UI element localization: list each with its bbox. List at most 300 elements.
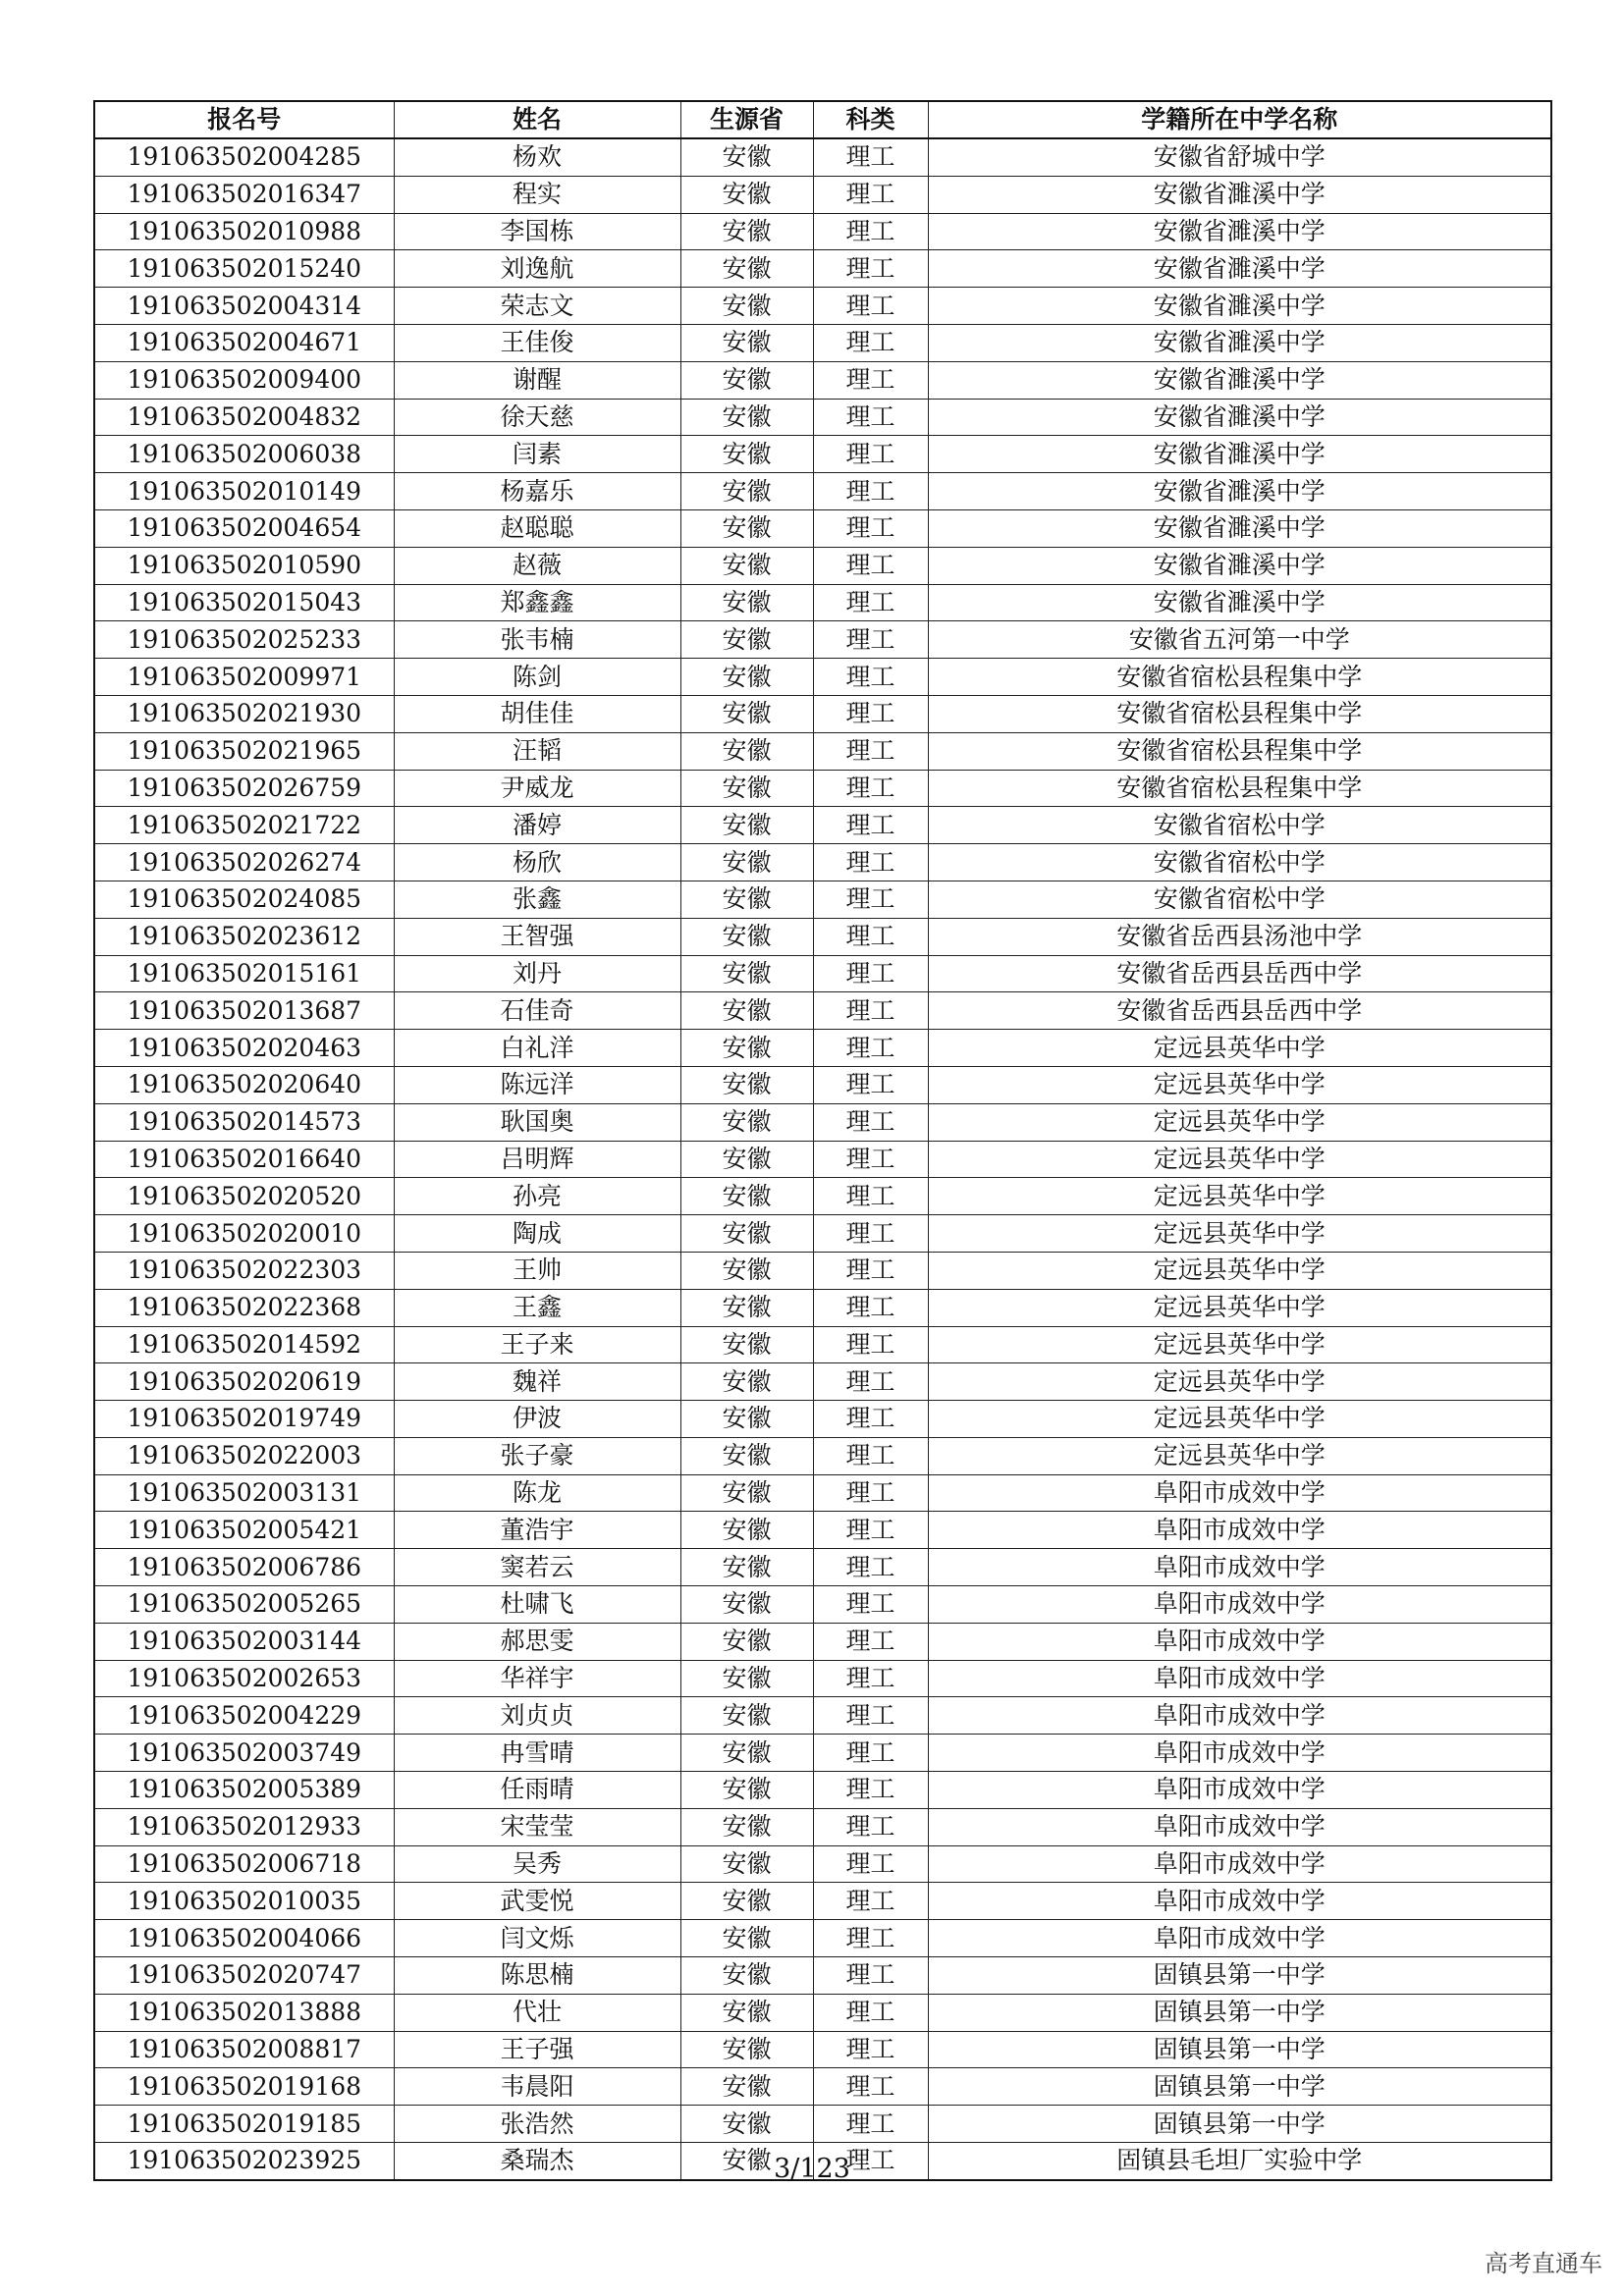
- cell-school: 阜阳市成效中学: [928, 1586, 1551, 1624]
- table-row: [94, 1883, 1551, 1920]
- watermark-text: 高考直通车: [1485, 2250, 1602, 2277]
- cell-category: 理工: [813, 2031, 928, 2068]
- cell-name: 胡佳佳: [394, 695, 680, 732]
- cell-name: 张子豪: [394, 1437, 680, 1474]
- cell-province: 安徽: [680, 1363, 813, 1401]
- cell-name: 王智强: [394, 918, 680, 955]
- cell-registration-number: 191063502010035: [94, 1883, 394, 1920]
- table-row: [94, 1920, 1551, 1957]
- cell-name: 闫文烁: [394, 1920, 680, 1957]
- cell-province: 安徽: [680, 1623, 813, 1660]
- table-row: [94, 250, 1551, 288]
- table-row: [94, 770, 1551, 807]
- cell-school: 阜阳市成效中学: [928, 1697, 1551, 1735]
- cell-school: 安徽省舒城中学: [928, 138, 1551, 176]
- cell-school: 定远县英华中学: [928, 1141, 1551, 1178]
- cell-school: 定远县英华中学: [928, 1363, 1551, 1401]
- cell-province: 安徽: [680, 1474, 813, 1512]
- cell-category: 理工: [813, 1326, 928, 1363]
- cell-province: 安徽: [680, 881, 813, 918]
- cell-registration-number: 191063502005389: [94, 1772, 394, 1809]
- cell-category: 理工: [813, 176, 928, 213]
- cell-registration-number: 191063502004654: [94, 509, 394, 547]
- cell-registration-number: 191063502006786: [94, 1549, 394, 1586]
- cell-registration-number: 191063502002653: [94, 1660, 394, 1697]
- cell-name: 刘丹: [394, 955, 680, 992]
- cell-registration-number: 191063502020010: [94, 1215, 394, 1253]
- cell-category: 理工: [813, 1772, 928, 1809]
- cell-category: 理工: [813, 1066, 928, 1103]
- cell-school: 安徽省宿松县程集中学: [928, 732, 1551, 770]
- cell-registration-number: 191063502024085: [94, 881, 394, 918]
- cell-name: 伊波: [394, 1401, 680, 1438]
- cell-registration-number: 191063502020463: [94, 1030, 394, 1067]
- cell-name: 王帅: [394, 1252, 680, 1289]
- cell-category: 理工: [813, 1103, 928, 1141]
- cell-category: 理工: [813, 1289, 928, 1326]
- cell-name: 杨欣: [394, 844, 680, 881]
- cell-province: 安徽: [680, 1735, 813, 1772]
- cell-name: 赵聪聪: [394, 509, 680, 547]
- cell-registration-number: 191063502013888: [94, 1994, 394, 2031]
- cell-name: 孙亮: [394, 1178, 680, 1215]
- cell-province: 安徽: [680, 955, 813, 992]
- cell-province: 安徽: [680, 2106, 813, 2143]
- cell-school: 固镇县第一中学: [928, 2106, 1551, 2143]
- cell-province: 安徽: [680, 1178, 813, 1215]
- table-row: [94, 509, 1551, 547]
- cell-category: 理工: [813, 138, 928, 176]
- cell-school: 固镇县第一中学: [928, 1957, 1551, 1995]
- cell-school: 定远县英华中学: [928, 1252, 1551, 1289]
- cell-registration-number: 191063502016640: [94, 1141, 394, 1178]
- table-row: [94, 399, 1551, 436]
- table-row: [94, 2031, 1551, 2068]
- cell-school: 定远县英华中学: [928, 1437, 1551, 1474]
- cell-registration-number: 191063502009400: [94, 361, 394, 399]
- cell-school: 安徽省宿松县程集中学: [928, 659, 1551, 696]
- cell-province: 安徽: [680, 436, 813, 473]
- cell-school: 阜阳市成效中学: [928, 1772, 1551, 1809]
- cell-school: 安徽省濉溪中学: [928, 399, 1551, 436]
- cell-province: 安徽: [680, 2143, 813, 2180]
- cell-province: 安徽: [680, 1289, 813, 1326]
- cell-province: 安徽: [680, 732, 813, 770]
- cell-province: 安徽: [680, 1920, 813, 1957]
- cell-school: 安徽省濉溪中学: [928, 361, 1551, 399]
- table-row: [94, 2068, 1551, 2106]
- cell-province: 安徽: [680, 399, 813, 436]
- table-row: [94, 1215, 1551, 1253]
- table-row: [94, 1735, 1551, 1772]
- cell-name: 程实: [394, 176, 680, 213]
- cell-registration-number: 191063502004671: [94, 324, 394, 361]
- cell-province: 安徽: [680, 288, 813, 325]
- cell-school: 定远县英华中学: [928, 1103, 1551, 1141]
- cell-name: 冉雪晴: [394, 1735, 680, 1772]
- cell-school: 安徽省濉溪中学: [928, 213, 1551, 250]
- cell-registration-number: 191063502005265: [94, 1586, 394, 1624]
- table-row: [94, 1363, 1551, 1401]
- table-row: [94, 1401, 1551, 1438]
- cell-category: 理工: [813, 213, 928, 250]
- cell-category: 理工: [813, 1697, 928, 1735]
- cell-name: 王佳俊: [394, 324, 680, 361]
- table-row: [94, 1549, 1551, 1586]
- table-row: [94, 918, 1551, 955]
- cell-registration-number: 191063502023612: [94, 918, 394, 955]
- cell-registration-number: 191063502004314: [94, 288, 394, 325]
- cell-category: 理工: [813, 1178, 928, 1215]
- cell-category: 理工: [813, 1401, 928, 1438]
- table-row: [94, 955, 1551, 992]
- table-row: [94, 1660, 1551, 1697]
- cell-name: 陈剑: [394, 659, 680, 696]
- cell-name: 徐天慈: [394, 399, 680, 436]
- cell-province: 安徽: [680, 1957, 813, 1995]
- cell-registration-number: 191063502015161: [94, 955, 394, 992]
- cell-province: 安徽: [680, 1141, 813, 1178]
- table-row: [94, 324, 1551, 361]
- cell-category: 理工: [813, 844, 928, 881]
- cell-school: 安徽省濉溪中学: [928, 473, 1551, 510]
- cell-name: 王子强: [394, 2031, 680, 2068]
- table-row: [94, 1141, 1551, 1178]
- cell-registration-number: 191063502003131: [94, 1474, 394, 1512]
- cell-name: 窦若云: [394, 1549, 680, 1586]
- cell-province: 安徽: [680, 659, 813, 696]
- cell-province: 安徽: [680, 1066, 813, 1103]
- table-row: [94, 213, 1551, 250]
- cell-registration-number: 191063502006718: [94, 1845, 394, 1883]
- cell-province: 安徽: [680, 509, 813, 547]
- cell-school: 定远县英华中学: [928, 1215, 1551, 1253]
- cell-name: 石佳奇: [394, 992, 680, 1030]
- table-row: [94, 1586, 1551, 1624]
- table-row: [94, 1103, 1551, 1141]
- cell-name: 刘贞贞: [394, 1697, 680, 1735]
- table-row: [94, 1252, 1551, 1289]
- table-row: [94, 473, 1551, 510]
- cell-registration-number: 191063502019749: [94, 1401, 394, 1438]
- cell-registration-number: 191063502003749: [94, 1735, 394, 1772]
- cell-name: 闫素: [394, 436, 680, 473]
- cell-school: 定远县英华中学: [928, 1030, 1551, 1067]
- cell-category: 理工: [813, 1437, 928, 1474]
- cell-category: 理工: [813, 695, 928, 732]
- table-row: [94, 1178, 1551, 1215]
- cell-school: 安徽省岳西县汤池中学: [928, 918, 1551, 955]
- cell-province: 安徽: [680, 1512, 813, 1549]
- cell-province: 安徽: [680, 1586, 813, 1624]
- cell-school: 安徽省濉溪中学: [928, 250, 1551, 288]
- cell-registration-number: 191063502019168: [94, 2068, 394, 2106]
- cell-school: 阜阳市成效中学: [928, 1735, 1551, 1772]
- cell-province: 安徽: [680, 1994, 813, 2031]
- cell-category: 理工: [813, 770, 928, 807]
- cell-school: 安徽省岳西县岳西中学: [928, 992, 1551, 1030]
- cell-category: 理工: [813, 361, 928, 399]
- cell-name: 白礼洋: [394, 1030, 680, 1067]
- cell-category: 理工: [813, 250, 928, 288]
- cell-school: 安徽省宿松中学: [928, 844, 1551, 881]
- cell-province: 安徽: [680, 807, 813, 844]
- cell-province: 安徽: [680, 1660, 813, 1697]
- cell-school: 安徽省濉溪中学: [928, 324, 1551, 361]
- cell-registration-number: 191063502016347: [94, 176, 394, 213]
- cell-category: 理工: [813, 918, 928, 955]
- cell-category: 理工: [813, 473, 928, 510]
- cell-school: 定远县英华中学: [928, 1066, 1551, 1103]
- cell-province: 安徽: [680, 2031, 813, 2068]
- cell-school: 阜阳市成效中学: [928, 1660, 1551, 1697]
- cell-province: 安徽: [680, 1215, 813, 1253]
- table-row: [94, 621, 1551, 659]
- table-row: [94, 992, 1551, 1030]
- cell-registration-number: 191063502026759: [94, 770, 394, 807]
- cell-name: 陶成: [394, 1215, 680, 1253]
- cell-school: 安徽省宿松县程集中学: [928, 770, 1551, 807]
- cell-name: 董浩宇: [394, 1512, 680, 1549]
- cell-registration-number: 191063502012933: [94, 1808, 394, 1845]
- cell-province: 安徽: [680, 1326, 813, 1363]
- cell-registration-number: 191063502022303: [94, 1252, 394, 1289]
- cell-province: 安徽: [680, 1401, 813, 1438]
- cell-province: 安徽: [680, 1772, 813, 1809]
- cell-province: 安徽: [680, 1697, 813, 1735]
- cell-name: 杨嘉乐: [394, 473, 680, 510]
- cell-name: 吕明辉: [394, 1141, 680, 1178]
- table-row: [94, 1326, 1551, 1363]
- cell-category: 理工: [813, 324, 928, 361]
- cell-name: 郝思雯: [394, 1623, 680, 1660]
- cell-registration-number: 191063502020747: [94, 1957, 394, 1995]
- header-category: 科类: [813, 101, 928, 138]
- cell-category: 理工: [813, 1920, 928, 1957]
- cell-name: 魏祥: [394, 1363, 680, 1401]
- page-number: 3/123: [774, 2154, 850, 2184]
- cell-name: 潘婷: [394, 807, 680, 844]
- cell-school: 阜阳市成效中学: [928, 1549, 1551, 1586]
- cell-registration-number: 191063502010149: [94, 473, 394, 510]
- cell-province: 安徽: [680, 2068, 813, 2106]
- cell-category: 理工: [813, 1549, 928, 1586]
- cell-province: 安徽: [680, 584, 813, 621]
- cell-category: 理工: [813, 1363, 928, 1401]
- cell-school: 定远县英华中学: [928, 1401, 1551, 1438]
- cell-school: 阜阳市成效中学: [928, 1623, 1551, 1660]
- cell-name: 刘逸航: [394, 250, 680, 288]
- cell-school: 安徽省濉溪中学: [928, 288, 1551, 325]
- cell-school: 阜阳市成效中学: [928, 1845, 1551, 1883]
- cell-school: 安徽省宿松县程集中学: [928, 695, 1551, 732]
- cell-registration-number: 191063502013687: [94, 992, 394, 1030]
- header-registration-number: 报名号: [94, 101, 394, 138]
- cell-name: 王鑫: [394, 1289, 680, 1326]
- cell-category: 理工: [813, 399, 928, 436]
- cell-registration-number: 191063502003144: [94, 1623, 394, 1660]
- cell-province: 安徽: [680, 361, 813, 399]
- cell-school: 安徽省宿松中学: [928, 807, 1551, 844]
- cell-school: 定远县英华中学: [928, 1289, 1551, 1326]
- table-row: [94, 138, 1551, 176]
- table-row: [94, 1957, 1551, 1995]
- cell-registration-number: 191063502025233: [94, 621, 394, 659]
- cell-province: 安徽: [680, 695, 813, 732]
- cell-name: 谢醒: [394, 361, 680, 399]
- cell-registration-number: 191063502021965: [94, 732, 394, 770]
- table-row: [94, 1994, 1551, 2031]
- cell-province: 安徽: [680, 1030, 813, 1067]
- cell-category: 理工: [813, 584, 928, 621]
- cell-name: 韦晨阳: [394, 2068, 680, 2106]
- table-row: [94, 584, 1551, 621]
- cell-name: 张鑫: [394, 881, 680, 918]
- cell-registration-number: 191063502004285: [94, 138, 394, 176]
- cell-name: 张韦楠: [394, 621, 680, 659]
- cell-category: 理工: [813, 1735, 928, 1772]
- cell-category: 理工: [813, 955, 928, 992]
- cell-registration-number: 191063502004832: [94, 399, 394, 436]
- cell-school: 阜阳市成效中学: [928, 1920, 1551, 1957]
- cell-registration-number: 191063502009971: [94, 659, 394, 696]
- cell-registration-number: 191063502023925: [94, 2143, 394, 2180]
- cell-name: 张浩然: [394, 2106, 680, 2143]
- cell-province: 安徽: [680, 213, 813, 250]
- cell-name: 王子来: [394, 1326, 680, 1363]
- cell-province: 安徽: [680, 1845, 813, 1883]
- student-roster-table: [93, 100, 1552, 2181]
- cell-category: 理工: [813, 1030, 928, 1067]
- cell-province: 安徽: [680, 621, 813, 659]
- cell-province: 安徽: [680, 138, 813, 176]
- cell-province: 安徽: [680, 992, 813, 1030]
- cell-registration-number: 191063502008817: [94, 2031, 394, 2068]
- table-row: [94, 288, 1551, 325]
- cell-name: 赵薇: [394, 547, 680, 584]
- cell-category: 理工: [813, 659, 928, 696]
- cell-name: 代壮: [394, 1994, 680, 2031]
- header-province: 生源省: [680, 101, 813, 138]
- cell-registration-number: 191063502004229: [94, 1697, 394, 1735]
- cell-name: 汪韬: [394, 732, 680, 770]
- cell-registration-number: 191063502020619: [94, 1363, 394, 1401]
- table-header-row: [94, 101, 1551, 138]
- cell-name: 吴秀: [394, 1845, 680, 1883]
- table-row: [94, 695, 1551, 732]
- cell-registration-number: 191063502015240: [94, 250, 394, 288]
- table-row: [94, 1437, 1551, 1474]
- cell-category: 理工: [813, 1623, 928, 1660]
- table-row: [94, 1845, 1551, 1883]
- cell-school: 定远县英华中学: [928, 1178, 1551, 1215]
- cell-province: 安徽: [680, 324, 813, 361]
- cell-school: 固镇县毛坦厂实验中学: [928, 2143, 1551, 2180]
- cell-category: 理工: [813, 807, 928, 844]
- cell-category: 理工: [813, 2106, 928, 2143]
- cell-province: 安徽: [680, 1252, 813, 1289]
- cell-province: 安徽: [680, 547, 813, 584]
- cell-category: 理工: [813, 1586, 928, 1624]
- cell-name: 李国栋: [394, 213, 680, 250]
- table-row: [94, 1289, 1551, 1326]
- cell-name: 华祥宇: [394, 1660, 680, 1697]
- cell-name: 宋莹莹: [394, 1808, 680, 1845]
- cell-category: 理工: [813, 2068, 928, 2106]
- cell-registration-number: 191063502020640: [94, 1066, 394, 1103]
- cell-name: 桑瑞杰: [394, 2143, 680, 2180]
- cell-school: 安徽省宿松中学: [928, 881, 1551, 918]
- cell-registration-number: 191063502010988: [94, 213, 394, 250]
- cell-category: 理工: [813, 288, 928, 325]
- cell-category: 理工: [813, 992, 928, 1030]
- cell-school: 安徽省濉溪中学: [928, 509, 1551, 547]
- cell-name: 杨欢: [394, 138, 680, 176]
- table-row: [94, 436, 1551, 473]
- cell-province: 安徽: [680, 176, 813, 213]
- cell-category: 理工: [813, 1957, 928, 1995]
- table-row: [94, 1030, 1551, 1067]
- cell-category: 理工: [813, 1883, 928, 1920]
- cell-school: 阜阳市成效中学: [928, 1883, 1551, 1920]
- cell-category: 理工: [813, 1845, 928, 1883]
- cell-school: 安徽省濉溪中学: [928, 436, 1551, 473]
- cell-registration-number: 191063502010590: [94, 547, 394, 584]
- cell-registration-number: 191063502004066: [94, 1920, 394, 1957]
- cell-province: 安徽: [680, 1808, 813, 1845]
- cell-category: 理工: [813, 2143, 928, 2180]
- table-row: [94, 844, 1551, 881]
- cell-category: 理工: [813, 1808, 928, 1845]
- cell-province: 安徽: [680, 1437, 813, 1474]
- cell-school: 定远县英华中学: [928, 1326, 1551, 1363]
- cell-registration-number: 191063502021930: [94, 695, 394, 732]
- table-row: [94, 2106, 1551, 2143]
- cell-province: 安徽: [680, 250, 813, 288]
- cell-registration-number: 191063502022368: [94, 1289, 394, 1326]
- cell-registration-number: 191063502006038: [94, 436, 394, 473]
- cell-province: 安徽: [680, 770, 813, 807]
- cell-registration-number: 191063502022003: [94, 1437, 394, 1474]
- cell-registration-number: 191063502026274: [94, 844, 394, 881]
- table-row: [94, 1623, 1551, 1660]
- cell-school: 安徽省岳西县岳西中学: [928, 955, 1551, 992]
- cell-registration-number: 191063502014573: [94, 1103, 394, 1141]
- cell-name: 郑鑫鑫: [394, 584, 680, 621]
- cell-province: 安徽: [680, 1103, 813, 1141]
- cell-registration-number: 191063502014592: [94, 1326, 394, 1363]
- table-row: [94, 881, 1551, 918]
- cell-name: 任雨晴: [394, 1772, 680, 1809]
- cell-category: 理工: [813, 881, 928, 918]
- cell-school: 阜阳市成效中学: [928, 1808, 1551, 1845]
- cell-province: 安徽: [680, 1883, 813, 1920]
- cell-province: 安徽: [680, 1549, 813, 1586]
- cell-category: 理工: [813, 547, 928, 584]
- table-row: [94, 1512, 1551, 1549]
- cell-registration-number: 191063502019185: [94, 2106, 394, 2143]
- cell-school: 安徽省濉溪中学: [928, 547, 1551, 584]
- cell-category: 理工: [813, 621, 928, 659]
- table-row: [94, 732, 1551, 770]
- cell-province: 安徽: [680, 918, 813, 955]
- cell-name: 陈龙: [394, 1474, 680, 1512]
- cell-school: 阜阳市成效中学: [928, 1474, 1551, 1512]
- cell-category: 理工: [813, 1141, 928, 1178]
- cell-registration-number: 191063502015043: [94, 584, 394, 621]
- cell-registration-number: 191063502005421: [94, 1512, 394, 1549]
- cell-province: 安徽: [680, 473, 813, 510]
